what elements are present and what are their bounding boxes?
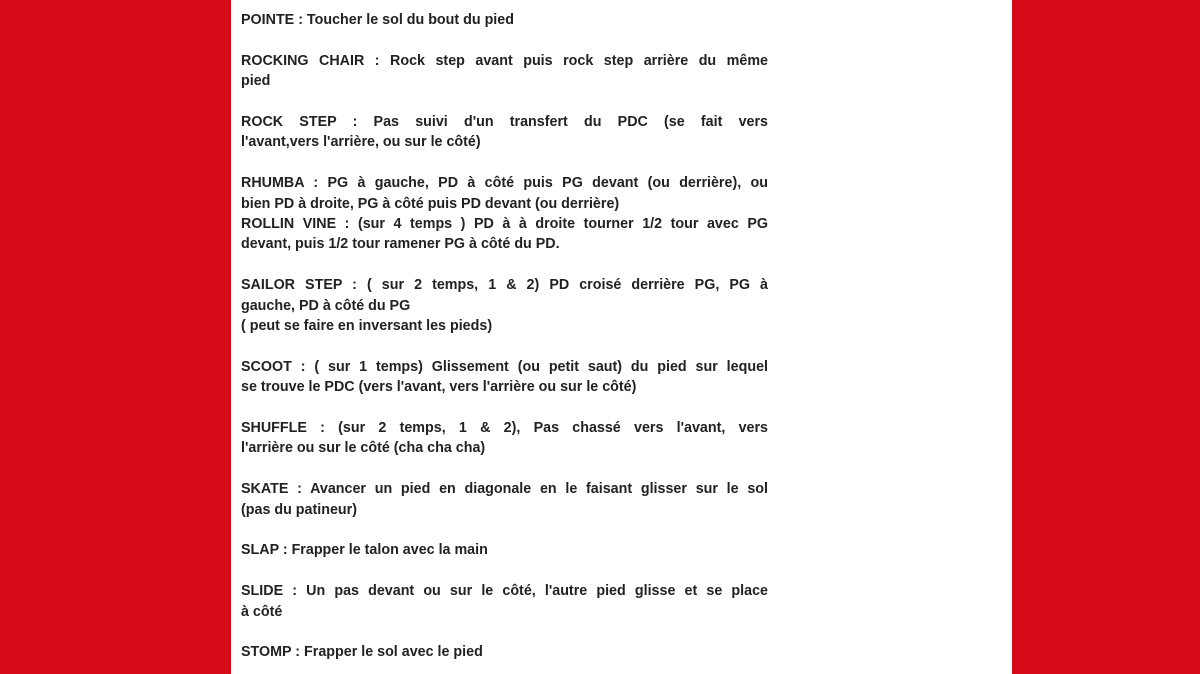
entry-line: se trouve le PDC (vers l'avant, vers l'arrière ou sur le côté) xyxy=(241,379,637,396)
glossary-entry-rock-step xyxy=(241,112,768,153)
entry-line: gauche, PD à côté du PG xyxy=(241,297,411,314)
entry-line: SKATE : Avancer un pied en diagonale en le faisant glisser sur le sol xyxy=(241,481,768,498)
entry-line: ROLLIN VINE : (sur 4 temps ) PD à à droite tourner 1/2 tour avec PG xyxy=(241,216,768,233)
document-page xyxy=(231,0,1012,674)
entry-line: SAILOR STEP : ( sur 2 temps, 1 & 2) PD croisé derrière PG, PG à xyxy=(241,277,768,294)
entry-line: (pas du patineur) xyxy=(241,501,357,518)
glossary-entry-sailor-step xyxy=(241,275,768,336)
entry-line: RHUMBA : PG à gauche, PD à côté puis PG devant (ou derrière), ou xyxy=(241,175,768,192)
entry-line: ( peut se faire en inversant les pieds) xyxy=(241,318,493,335)
glossary-entry-pointe xyxy=(241,10,768,30)
glossary-entry-rollin-vine xyxy=(241,214,768,255)
glossary-entry-slide xyxy=(241,581,768,622)
entry-line: SLIDE : Un pas devant ou sur le côté, l'autre pied glisse et se place xyxy=(241,583,768,600)
entry-line: à côté xyxy=(241,603,283,620)
glossary-entry-skate xyxy=(241,479,768,520)
glossary-list xyxy=(241,10,768,674)
entry-line: POINTE : Toucher le sol du bout du pied xyxy=(241,12,514,28)
glossary-entry-rocking-chair xyxy=(241,51,768,92)
entry-line: bien PD à droite, PG à côté puis PD devant (ou derrière) xyxy=(241,195,620,212)
glossary-entry-shuffle xyxy=(241,418,768,459)
glossary-entry-scoot xyxy=(241,357,768,398)
entry-line: ROCKING CHAIR : Rock step avant puis rock step arrière du même xyxy=(241,52,768,69)
entry-line: SCOOT : ( sur 1 temps) Glissement (ou petit saut) du pied sur lequel xyxy=(241,358,768,375)
entry-line: SHUFFLE : (sur 2 temps, 1 & 2), Pas chassé vers l'avant, vers xyxy=(241,420,768,437)
entry-line: ROCK STEP : Pas suivi d'un transfert du PDC (se fait vers xyxy=(241,114,768,130)
entry-line: l'arrière ou sur le côté (cha cha cha) xyxy=(241,440,486,457)
entry-line: l'avant,vers l'arrière, ou sur le côté) xyxy=(241,134,481,151)
glossary-entry-slap xyxy=(241,540,768,560)
entry-line: SLAP : Frapper le talon avec la main xyxy=(241,542,488,559)
glossary-entry-rhumba xyxy=(241,173,768,214)
entry-line: pied xyxy=(241,73,271,90)
entry-line: STOMP : Frapper le sol avec le pied xyxy=(241,644,483,661)
entry-line: devant, puis 1/2 tour ramener PG à côté du PD. xyxy=(241,236,560,253)
glossary-entry-stomp xyxy=(241,642,768,662)
